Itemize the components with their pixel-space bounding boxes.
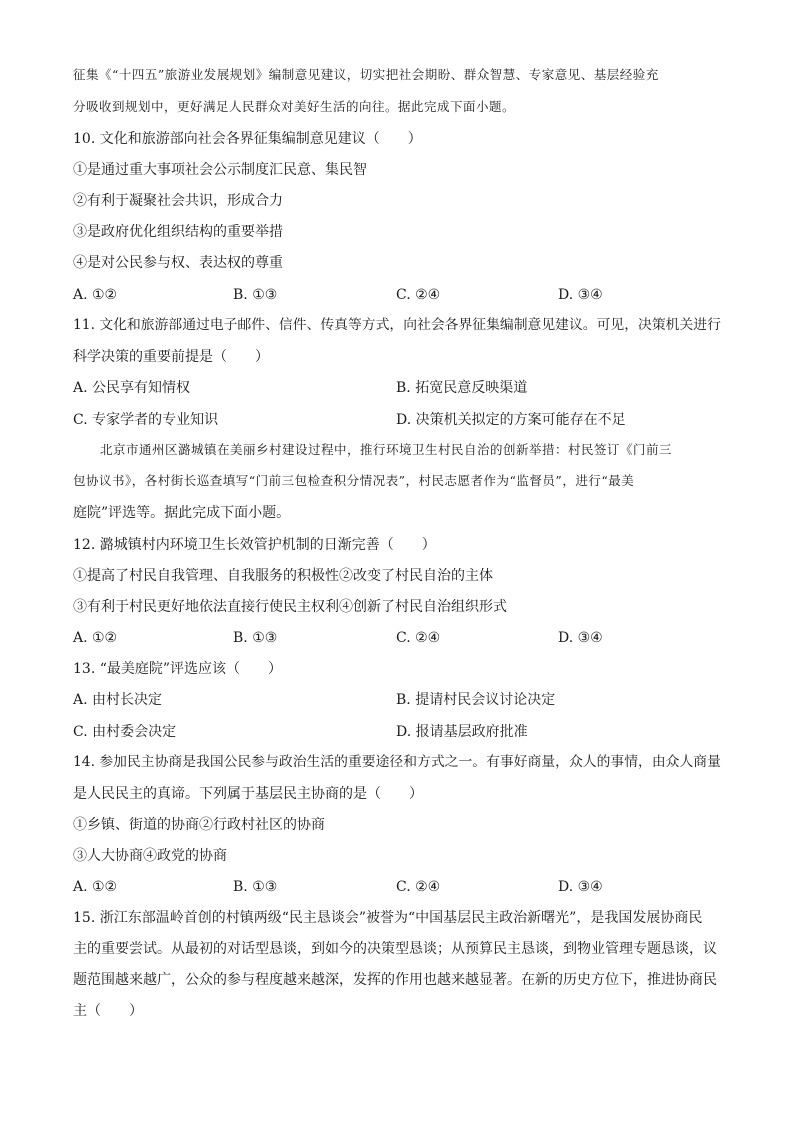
q14-statement-1: ①乡镇、街道的协商②行政村社区的协商 [73, 817, 325, 833]
q11-option-c[interactable]: C. 专家学者的专业知识 [73, 412, 219, 428]
q10-option-b[interactable]: B. ①③ [233, 287, 278, 303]
q11-stem-line2: 科学决策的重要前提是（ ） [73, 349, 269, 365]
q14-option-c[interactable]: C. ②④ [396, 879, 441, 895]
q12-statement-2: ③有利于村民更好地依法直接行使民主权利④创新了村民自治组织形式 [73, 599, 507, 615]
q13-option-b[interactable]: B. 提请村民会议讨论决定 [396, 692, 556, 708]
q15-stem-line1: 15. 浙江东部温岭首创的村镇两级“民主恳谈会”被誉为“中国基层民主政治新曙光”，是我国发展协商民 [73, 910, 703, 926]
passage2-line1: 北京市通州区潞城镇在美丽乡村建设过程中，推行环境卫生村民自治的创新举措：村民签订《门前三 [100, 442, 673, 457]
q12-option-b[interactable]: B. ①③ [233, 630, 278, 646]
q10-statement-4: ④是对公民参与权、表达权的尊重 [73, 255, 283, 271]
q15-stem-line3: 题范围越来越广，公众的参与程度越来越深，发挥的作用也越来越显著。在新的历史方位下，推进协商民 [73, 972, 717, 988]
q12-option-a[interactable]: A. ①② [73, 630, 118, 646]
q12-statement-1: ①提高了村民自我管理、自我服务的积极性②改变了村民自治的主体 [73, 568, 493, 584]
passage2-line3: 庭院”评选等。据此完成下面小题。 [73, 505, 291, 521]
q12-stem: 12. 潞城镇村内环境卫生长效管护机制的日渐完善（ ） [73, 537, 436, 553]
q14-stem-line1: 14. 参加民主协商是我国公民参与政治生活的重要途径和方式之一。有事好商量，众人的事情，由众人商量 [73, 754, 721, 770]
q11-option-a[interactable]: A. 公民享有知情权 [73, 380, 191, 396]
q11-option-d[interactable]: D. 决策机关拟定的方案可能存在不足 [396, 412, 626, 428]
q10-option-d[interactable]: D. ③④ [558, 287, 603, 303]
q14-option-b[interactable]: B. ①③ [233, 879, 278, 895]
q14-statement-2: ③人大协商④政党的协商 [73, 848, 227, 864]
q10-statement-3: ③是政府优化组织结构的重要举措 [73, 224, 283, 240]
q13-option-a[interactable]: A. 由村长决定 [73, 692, 163, 708]
q12-option-d[interactable]: D. ③④ [558, 630, 603, 646]
q11-option-b[interactable]: B. 拓宽民意反映渠道 [396, 380, 528, 396]
q10-stem: 10. 文化和旅游部向社会各界征集编制意见建议（ ） [73, 131, 422, 147]
q15-stem-line2: 主的重要尝试。从最初的对话型恳谈，到如今的决策型恳谈；从预算民主恳谈，到物业管理专题恳谈，议 [73, 941, 717, 957]
q15-stem-line4: 主（ ） [73, 1003, 143, 1019]
q12-option-c[interactable]: C. ②④ [396, 630, 441, 646]
q14-option-d[interactable]: D. ③④ [558, 879, 603, 895]
q10-option-a[interactable]: A. ①② [73, 287, 118, 303]
q13-stem: 13. “最美庭院”评选应该（ ） [73, 661, 283, 677]
q11-stem-line1: 11. 文化和旅游部通过电子邮件、信件、传真等方式，向社会各界征集编制意见建议。可见，决策机关进行 [73, 317, 721, 333]
passage1-line2: 分吸收到规划中，更好满足人民群众对美好生活的向往。据此完成下面小题。 [73, 99, 516, 114]
q10-statement-2: ②有利于凝聚社会共识，形成合力 [73, 193, 283, 209]
q13-option-c[interactable]: C. 由村委会决定 [73, 724, 177, 740]
q10-statement-1: ①是通过重大事项社会公示制度汇民意、集民智 [73, 162, 367, 178]
passage1-line1: 征集《“十四五”旅游业发展规划》编制意见建议，切实把社会期盼、群众智慧、专家意见、基层经验充 [73, 67, 659, 82]
q14-stem-line2: 是人民民主的真谛。下列属于基层民主协商的是（ ） [73, 786, 423, 802]
q10-option-c[interactable]: C. ②④ [396, 287, 441, 303]
q14-option-a[interactable]: A. ①② [73, 879, 118, 895]
q13-option-d[interactable]: D. 报请基层政府批准 [396, 724, 528, 740]
passage2-line2: 包协议书》，各村街长巡查填写“门前三包检查积分情况表”，村民志愿者作为“监督员”，进行“最美 [73, 473, 635, 488]
